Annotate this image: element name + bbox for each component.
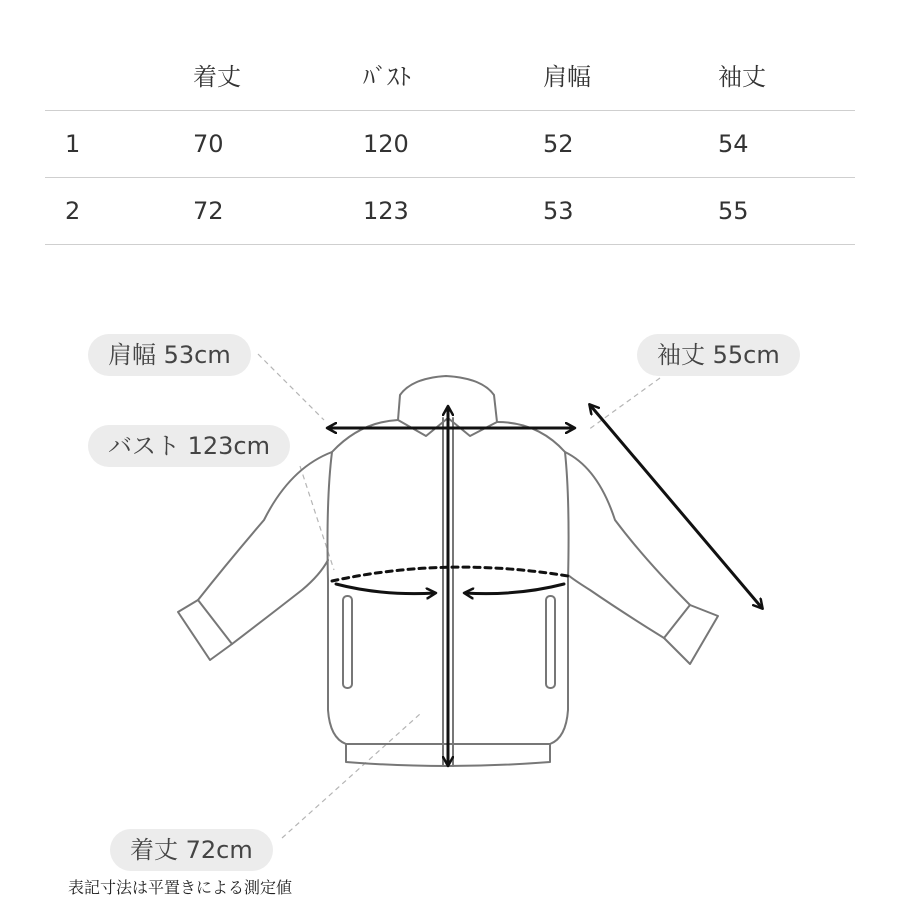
- bust-label: バスト 123cm: [88, 425, 290, 467]
- shoulder-width-label: 肩幅 53cm: [88, 334, 251, 376]
- body-length-label: 着丈 72cm: [110, 829, 273, 871]
- sleeve-length-label: 袖丈 55cm: [637, 334, 800, 376]
- header-cell: 着丈: [193, 63, 241, 92]
- table-cell: 70: [193, 129, 224, 158]
- bust-arrow-right: [465, 584, 564, 594]
- table-cell: 123: [363, 196, 409, 225]
- left-pocket: [343, 596, 352, 688]
- table-cell: 54: [718, 129, 749, 158]
- measurement-note: 表記寸法は平置きによる測定値: [68, 878, 293, 897]
- bust-dashed-ellipse: [332, 567, 568, 581]
- length-leader-line: [282, 714, 420, 838]
- measurement-arrows: [328, 405, 762, 765]
- table-cell: 52: [543, 129, 574, 158]
- table-cell: 1: [65, 129, 81, 158]
- jacket-right-cuff: [664, 605, 718, 664]
- sleeve-arrow: [590, 405, 762, 608]
- header-cell: ﾊﾞｽﾄ: [363, 63, 411, 92]
- sleeve-leader-line: [588, 378, 660, 430]
- jacket-right-sleeve: [565, 452, 690, 638]
- header-cell: 袖丈: [718, 63, 766, 92]
- table-cell: 2: [65, 196, 81, 225]
- right-pocket: [546, 596, 555, 688]
- bust-arrow-left: [336, 584, 435, 594]
- table-cell: 120: [363, 129, 409, 158]
- header-cell: 肩幅: [543, 63, 591, 92]
- shoulder-leader-line: [258, 354, 324, 420]
- table-cell: 55: [718, 196, 749, 225]
- table-cell: 53: [543, 196, 574, 225]
- table-cell: 72: [193, 196, 224, 225]
- jacket-left-sleeve: [198, 452, 332, 644]
